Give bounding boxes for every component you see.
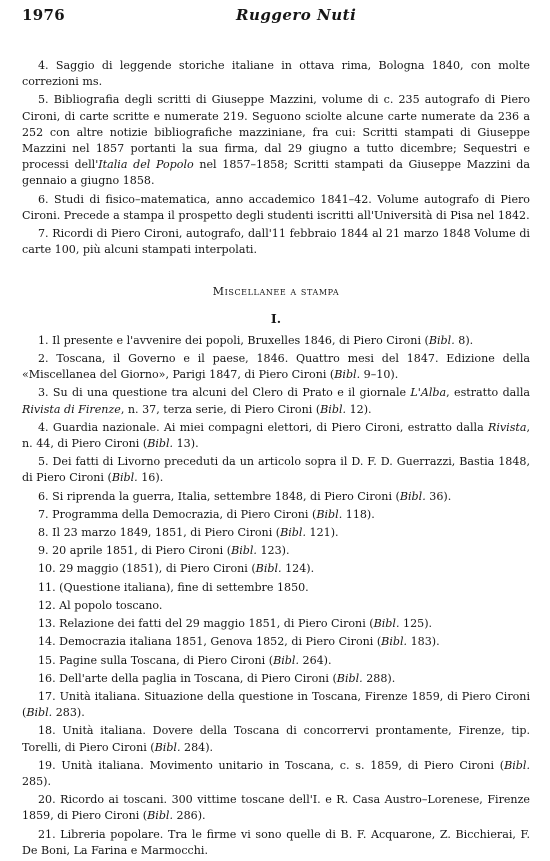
page-header — [22, 6, 528, 32]
manuscript-entry: 6. Studi di fisico–matematica, anno accademico 1841–42. Volume autografo di Piero Cironi. Precede a stampa il prospetto degli studenti iscritti all'Università di Pisa nel 1842. — [22, 192, 530, 222]
section-title: Miscellanee a stampa — [212, 285, 340, 299]
page-body — [22, 58, 530, 861]
miscellany-entry: 2. Toscana, il Governo e il paese, 1846. Quattro mesi del 1847. Edizione della «Miscellanea del Giorno», Parigi 1847, di Piero Cironi (Bibl. 9–10). — [22, 352, 530, 382]
manuscript-entry: 7. Ricordi di Piero Cironi, autografo, dall'11 febbraio 1844 al 21 marzo 1848 Volume di carte 100, più alcuni stampati interpolati. — [22, 227, 530, 257]
miscellany-entry: 8. Il 23 marzo 1849, 1851, di Piero Cironi (Bibl. 121). — [38, 526, 339, 540]
miscellany-entry: 6. Si riprenda la guerra, Italia, settembre 1848, di Piero Cironi (Bibl. 36). — [38, 489, 452, 503]
miscellany-entry: 21. Libreria popolare. Tra le firme vi sono quelle di B. F. Acquarone, Z. Bicchierai, F. De Boni, La Farina e Marmocchi. — [22, 827, 530, 857]
miscellany-entry: 20. Ricordo ai toscani. 300 vittime toscane dell'I. e R. Casa Austro–Lorenese, Firenze 1859, di Piero Cironi (Bibl. 286). — [22, 793, 530, 823]
miscellany-entry: 17. Unità italiana. Situazione della questione in Toscana, Firenze 1859, di Piero Cironi (Bibl. 283). — [22, 689, 530, 720]
miscellany-entry: 15. Pagine sulla Toscana, di Piero Cironi (Bibl. 264). — [38, 653, 332, 667]
running-title: Ruggero Nuti — [236, 6, 357, 24]
miscellany-entry: 11. (Questione italiana), fine di settembre 1850. — [38, 580, 309, 594]
miscellany-entry: 18. Unità italiana. Dovere della Toscana di concorrervi prontamente, Firenze, tip. Torelli, di Piero Cironi (Bibl. 284). — [22, 724, 530, 754]
manuscript-list — [22, 58, 530, 258]
printed-miscellany-list — [22, 333, 530, 859]
miscellany-entry: 13. Relazione dei fatti del 29 maggio 1851, di Piero Cironi (Bibl. 125). — [38, 617, 433, 631]
miscellany-entry: 1. Il presente e l'avvenire dei popoli, Bruxelles 1846, di Piero Cironi (Bibl. 8). — [38, 333, 474, 347]
manuscript-entry: 5. Bibliografia degli scritti di Giuseppe Mazzini, volume di c. 235 autografo di Piero Cironi, di carte scritte e numerate 219. Seguono sciolte alcune carte numerate da 236 a 252 con altre notizie bibliografiche mazziniane, fra cui: Scritti stampati di Giuseppe Mazzini nel 1857 portanti la sua firma, dal 29 giugno a tutto dicembre; Sequestri e processi dell'Italia del Popolo nel 1857–1858; Scritti stampati da Giuseppe Mazzini da gennaio a giugno 1858. — [22, 93, 531, 188]
miscellany-entry: 3. Su di una questione tra alcuni del Clero di Prato e il giornale L'Alba, estratto dalla Rivista di Firenze, n. 37, terza serie, di Piero Cironi (Bibl. 12). — [22, 386, 531, 416]
miscellany-entry: 9. 20 aprile 1851, di Piero Cironi (Bibl. 123). — [38, 544, 290, 558]
miscellany-entry: 16. Dell'arte della paglia in Toscana, di Piero Cironi (Bibl. 288). — [38, 671, 396, 685]
miscellany-entry: 10. 29 maggio (1851), di Piero Cironi (Bibl. 124). — [38, 562, 315, 576]
miscellany-entry: 12. Al popolo toscano. — [38, 598, 163, 612]
manuscript-entry: 4. Saggio di leggende storiche italiane in ottava rima, Bologna 1840, con molte correzioni ms. — [22, 59, 530, 89]
miscellany-entry: 7. Programma della Democrazia, di Piero Cironi (Bibl. 118). — [38, 507, 375, 521]
part-label: I. — [270, 310, 282, 326]
miscellany-entry: 14. Democrazia italiana 1851, Genova 1852, di Piero Cironi (Bibl. 183). — [38, 635, 440, 649]
page-number: 1976 — [22, 6, 65, 24]
miscellany-entry: 5. Dei fatti di Livorno preceduti da un articolo sopra il D. F. D. Guerrazzi, Bastia 1848, di Piero Cironi (Bibl. 16). — [22, 455, 530, 485]
miscellany-entry: 19. Unità italiana. Movimento unitario in Toscana, c. s. 1859, di Piero Cironi (Bibl. 285). — [22, 758, 530, 788]
miscellany-entry: 4. Guardia nazionale. Ai miei compagni elettori, di Piero Cironi, estratto dalla Rivista, n. 44, di Piero Cironi (Bibl. 13). — [22, 420, 530, 451]
